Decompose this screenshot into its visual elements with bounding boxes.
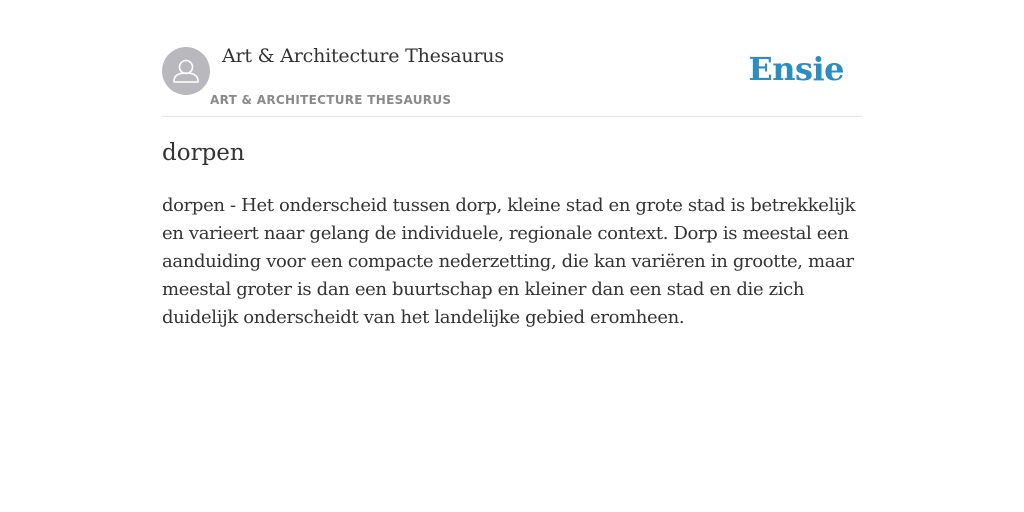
author-subtitle: ART & ARCHITECTURE THESAURUS bbox=[210, 93, 452, 107]
entry-definition: dorpen - Het onderscheid tussen dorp, kleine stad en grote stad is betrekkelijk en varieert naar gelang de individuele, regionale context. Dorp is meestal een aanduiding voor een compacte nederzetting, die kan variëren in grootte, maar meestal groter is dan een buurtschap en kleiner dan een stad en die zich duidelijk onderscheidt van het landelijke gebied eromheen. bbox=[162, 195, 856, 328]
author-name[interactable]: Art & Architecture Thesaurus bbox=[222, 45, 504, 67]
user-silhouette-icon bbox=[162, 47, 210, 95]
avatar[interactable] bbox=[162, 47, 210, 95]
ensie-logo[interactable]: Ensie bbox=[748, 50, 844, 88]
header bbox=[162, 0, 862, 117]
entry-title: dorpen bbox=[162, 140, 245, 166]
